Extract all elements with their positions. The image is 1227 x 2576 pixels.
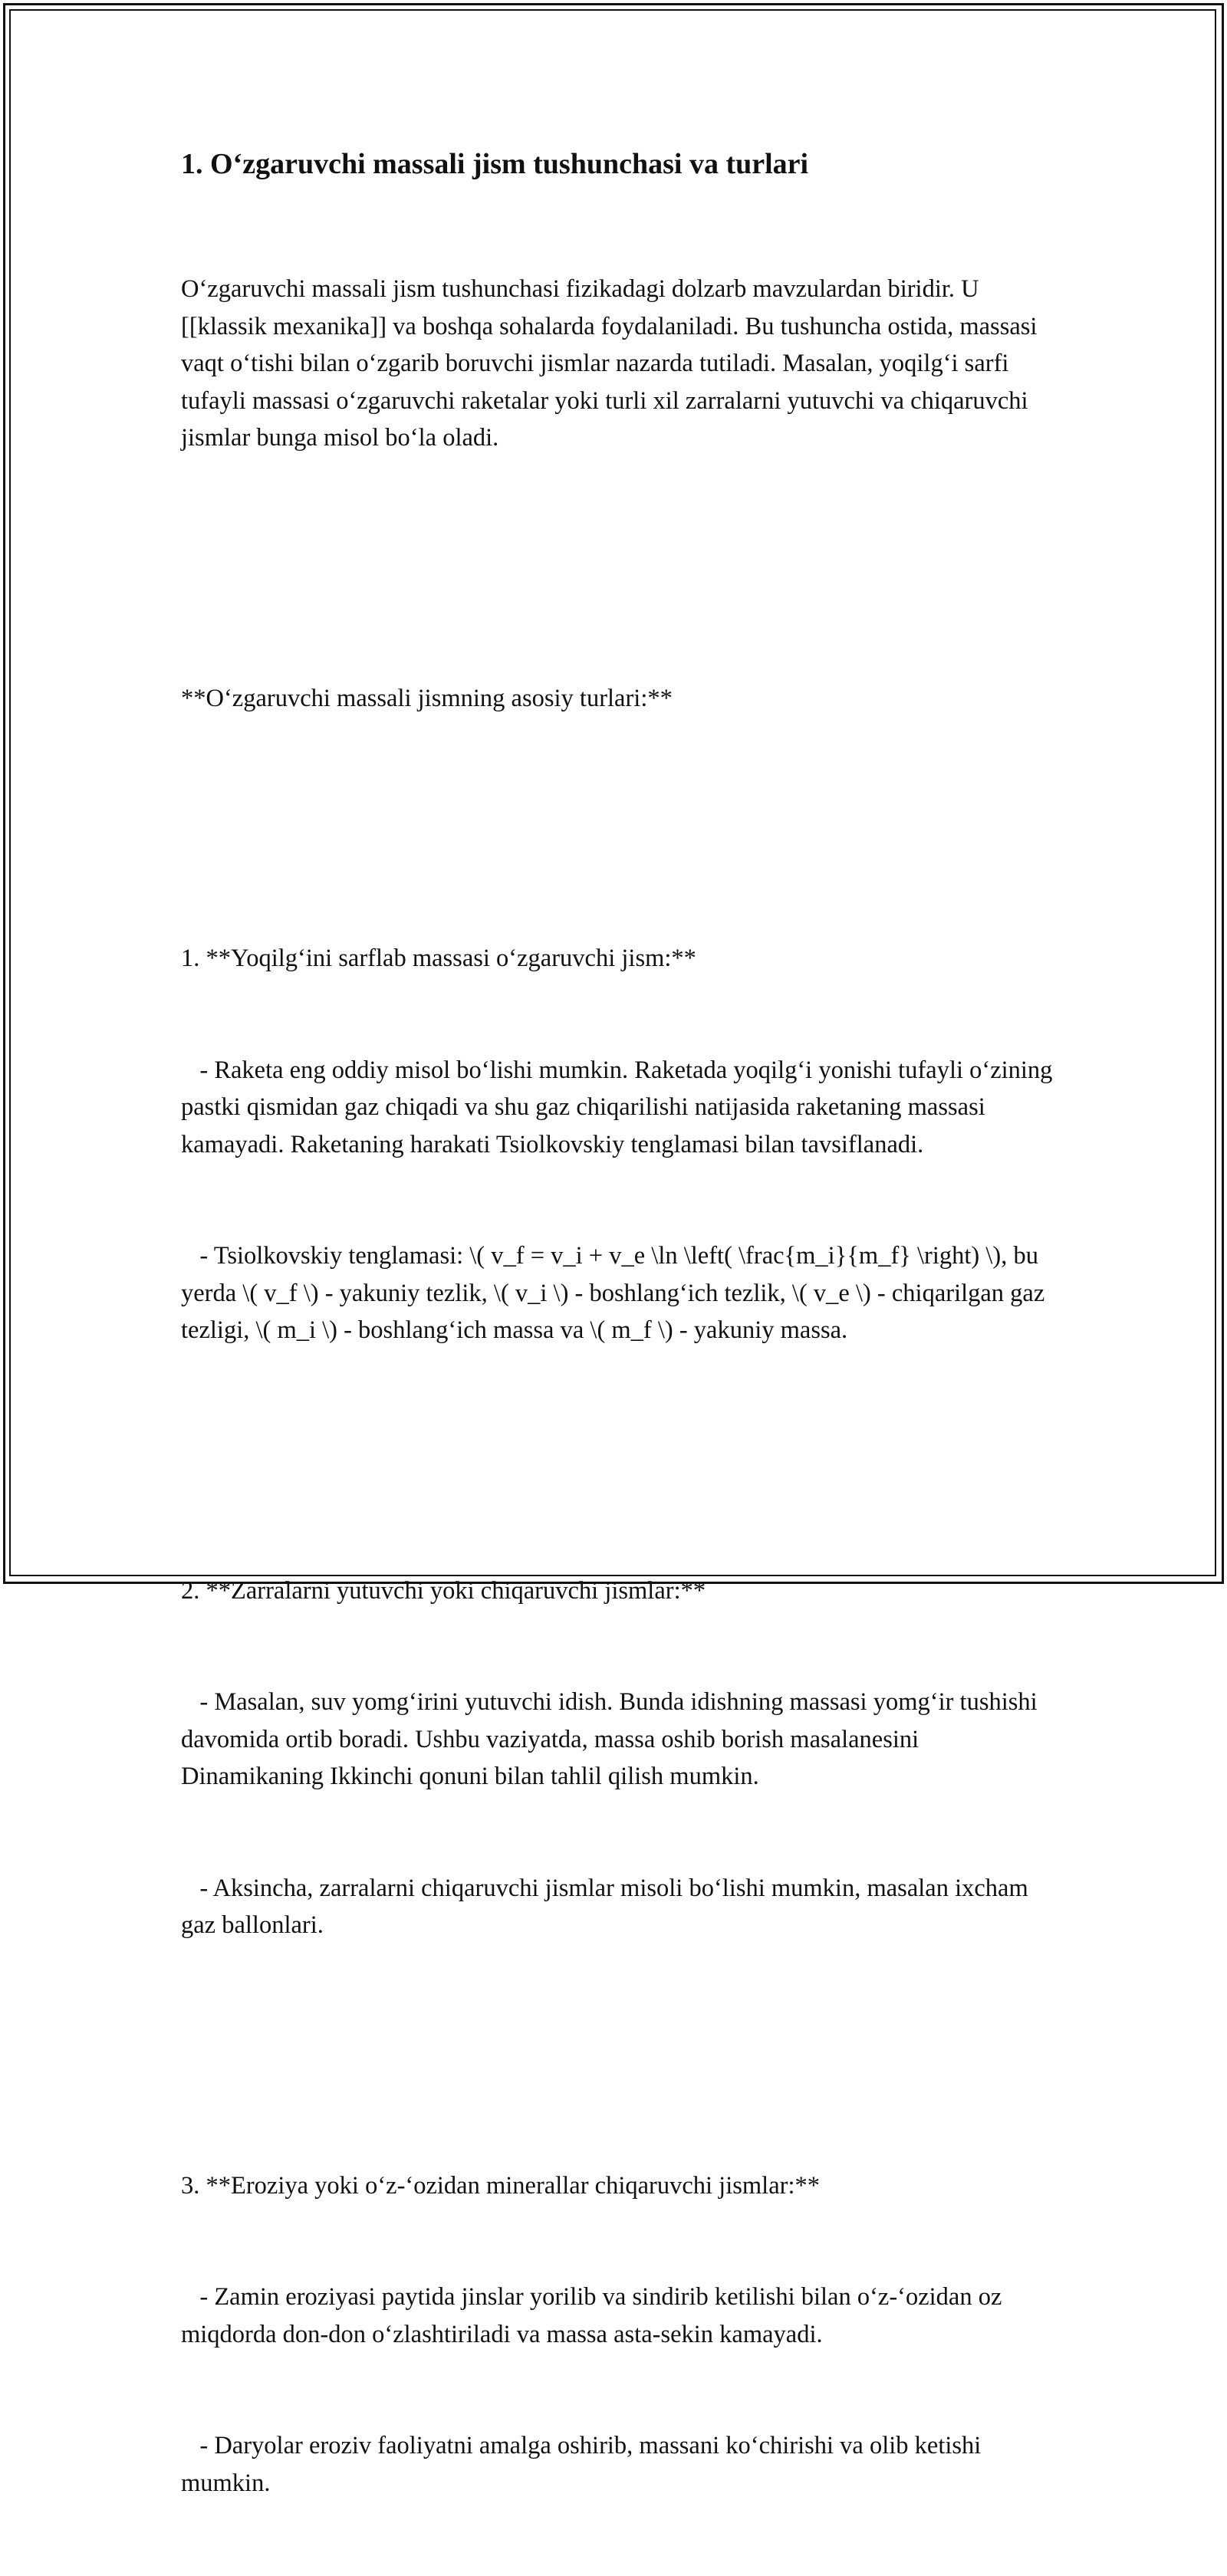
paragraph-spacer bbox=[181, 531, 1055, 569]
paragraph-spacer bbox=[181, 1424, 1055, 1461]
type3-paragraph-1: - Zamin eroziyasi paytida jinslar yorilib va sindirib ketilishi bilan o‘z-‘ozidan oz miqdorda don-don o‘zlashtiriladi va massa asta-sekin kamayadi. bbox=[181, 2283, 1008, 2348]
type2-paragraph-1: - Masalan, suv yomg‘irini yutuvchi idish. Bunda idishning massasi yomg‘ir tushishi davomida ortib boradi. Ushbu vaziyatda, massa oshib borish masalanesini Dinamikaning Ikkinchi qonuni bilan tahlil qilish mumkin. bbox=[181, 1688, 1044, 1790]
section-heading: 1. O‘zgaruvchi massali jism tushunchasi va turlari bbox=[181, 148, 809, 180]
intro-paragraph: O‘zgaruvchi massali jism tushunchasi fizikadagi dolzarb mavzulardan biridir. U [[klassik mexanika]] va boshqa sohalarda foydalaniladi. Bu tushuncha ostida, massasi vaqt o‘tishi bilan o‘zgarib boruvchi jismlar nazarda tutiladi. Masalan, yoqilg‘i sarfi tufayli massasi o‘zgaruvchi raketalar yoki turli xil zarralarni yutuvchi va chiqaruvchi jismlar bunga misol bo‘la oladi. bbox=[181, 275, 1044, 452]
paragraph-spacer bbox=[181, 791, 1055, 829]
type1-title: 1. **Yoqilg‘ini sarflab massasi o‘zgaruvchi jism:** bbox=[181, 945, 696, 972]
paragraph-spacer bbox=[181, 2019, 1055, 2056]
types-heading: **O‘zgaruvchi massali jismning asosiy turlari:** bbox=[181, 684, 673, 712]
type3-title: 3. **Eroziya yoki o‘z-‘ozidan minerallar chiqaruvchi jismlar:** bbox=[181, 2171, 820, 2200]
type2-paragraph-2: - Aksincha, zarralarni chiqaruvchi jismlar misoli bo‘lishi mumkin, masalan ixcham gaz ballonlari. bbox=[181, 1874, 1035, 1939]
type1-paragraph-1: - Raketa eng oddiy misol bo‘lishi mumkin. Raketada yoqilg‘i yonishi tufayli o‘zining pastki qismidan gaz chiqadi va shu gaz chiqarilishi natijasida raketaning massasi kamayadi. Raketaning harakati Tsiolkovskiy tenglamasi bilan tavsiflanadi. bbox=[181, 1056, 1059, 1158]
document-body bbox=[181, 196, 1059, 2576]
document-page bbox=[181, 143, 1059, 2576]
type1-paragraph-2: - Tsiolkovskiy tenglamasi: \( v_f = v_i + v_e \ln \left( \frac{m_i}{m_f} \right) \), bu yerda \( v_f \) - yakuniy tezlik, \( v_i \) - boshlang‘ich tezlik, \( v_e \) - chiqarilgan gaz tezligi, \( m_i \) - boshlang‘ich massa va \( m_f \) - yakuniy massa. bbox=[181, 1242, 1051, 1344]
type3-paragraph-2: - Daryolar eroziv faoliyatni amalga oshirib, massani ko‘chirishi va olib ketishi mumkin. bbox=[181, 2432, 988, 2497]
type2-title: 2. **Zarralarni yutuvchi yoki chiqaruvchi jismlar:** bbox=[181, 1576, 706, 1605]
